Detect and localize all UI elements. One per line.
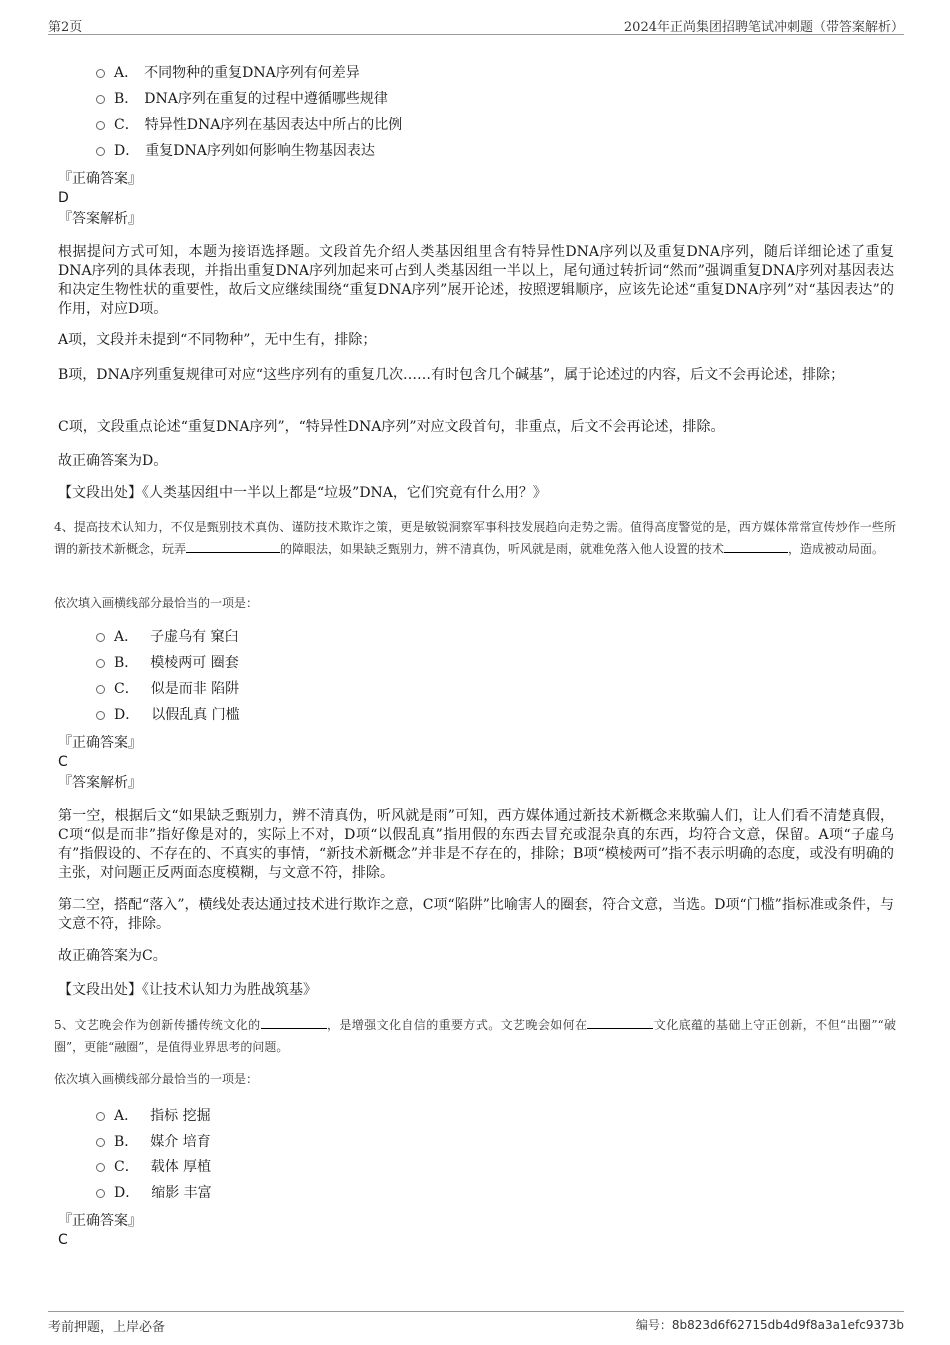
radio-icon[interactable]: [96, 121, 105, 130]
q4-instruction: 依次填入画横线部分最恰当的一项是：: [54, 596, 259, 610]
q3-source: 【文段出处】《人类基因组中一半以上都是“垃圾”DNA，它们究竟有什么用？》: [58, 485, 547, 501]
q4-option-b[interactable]: B． 模棱两可 圈套: [96, 653, 239, 673]
radio-icon[interactable]: [96, 633, 105, 642]
q5-stem: 5、文艺晚会作为创新传播传统文化的 ，是增强文化自信的重要方式。文艺晚会如何在 文化底蕴的基础上守正创新，不但“出圈”“破圈”，更能“融圈”，是值得业界思考的问题。: [54, 1018, 897, 1054]
q3-option-b[interactable]: B． DNA序列在重复的过程中遵循哪些规律: [96, 89, 388, 109]
radio-icon[interactable]: [96, 1163, 105, 1172]
document-title: 2024年正尚集团招聘笔试冲刺题（带答案解析）: [623, 20, 904, 35]
q4-analysis-first: 第一空，根据后文“如果缺乏甄别力，辨不清真伪，听风就是雨”可知，西方媒体通过新技术新概念来欺骗人们，让人们看不清楚真假，C项“似是而非”指好像是对的，实际上不对，D项“以假乱真”指用假的东西去冒充或混杂真的东西，均符合文意，保留。A项“子虚乌有”指假设的、不存在的、不真实的事情，“新技术新概念”并非是不存在的，排除；B项“模棱两可”指不表示明确的态度，或没有明确的主张，对问题正反两面态度模糊，与文意不符，排除。: [58, 808, 894, 881]
q3-analysis-label: 『答案解析』: [58, 211, 142, 227]
radio-icon[interactable]: [96, 1138, 105, 1147]
radio-icon[interactable]: [96, 1112, 105, 1121]
footer-slogan: 考前押题，上岸必备: [48, 1320, 166, 1335]
blank-line: [261, 1016, 327, 1029]
page-footer: [48, 1311, 904, 1336]
blank-line: [587, 1016, 653, 1029]
q3-option-d[interactable]: D． 重复DNA序列如何影响生物基因表达: [96, 141, 375, 161]
radio-icon[interactable]: [96, 147, 105, 156]
q3-answer-label: 『正确答案』: [58, 171, 142, 187]
q3-option-c[interactable]: C． 特异性DNA序列在基因表达中所占的比例: [96, 115, 402, 135]
q4-option-d[interactable]: D． 以假乱真 门槛: [96, 705, 240, 725]
q4-option-c[interactable]: C． 似是而非 陷阱: [96, 679, 239, 699]
q3-analysis-c: C项，文段重点论述“重复DNA序列”，“特异性DNA序列”对应文段首句，非重点，后文不会再论述，排除。: [58, 419, 725, 435]
q3-analysis-a: A项，文段并未提到“不同物种”，无中生有，排除；: [58, 332, 377, 348]
q4-source: 【文段出处】《让技术认知力为胜战筑基》: [58, 982, 317, 998]
q3-option-a[interactable]: A． 不同物种的重复DNA序列有何差异: [96, 63, 360, 83]
blank-line: [186, 540, 280, 553]
q5-option-c[interactable]: C． 载体 厚植: [96, 1157, 211, 1177]
q3-conclusion: 故正确答案为D。: [58, 453, 168, 469]
q5-option-d[interactable]: D． 缩影 丰富: [96, 1183, 212, 1203]
q4-option-a[interactable]: A． 子虚乌有 窠臼: [96, 627, 239, 647]
q4-analysis-label: 『答案解析』: [58, 775, 142, 791]
page-number: 第2页: [48, 20, 83, 35]
q3-answer: D: [58, 190, 69, 206]
q3-analysis-main: 根据提问方式可知，本题为接语选择题。文段首先介绍人类基因组里含有特异性DNA序列以及重复DNA序列，随后详细论述了重复DNA序列的具体表现，并指出重复DNA序列加起来可占到人类基因组一半以上，尾句通过转折词“然而”强调重复DNA序列对基因表达和决定生物性状的重要性，故后文应继续围绕“重复DNA序列”展开论述，按照逻辑顺序，应该先论述“重复DNA序列”对“基因表达”的作用，对应D项。: [58, 244, 894, 317]
q5-option-a[interactable]: A． 指标 挖掘: [96, 1106, 211, 1126]
q5-option-b[interactable]: B． 媒介 培育: [96, 1132, 211, 1152]
radio-icon[interactable]: [96, 659, 105, 668]
radio-icon[interactable]: [96, 95, 105, 104]
q4-stem: 4、提高技术认知力，不仅是甄别技术真伪、谨防技术欺诈之策，更是敏锐洞察军事科技发展趋向走势之需。值得高度警觉的是，西方媒体常常宣传炒作一些所谓的新技术新概念，玩弄 的障眼法，如果缺乏甄别力，辨不清真伪，听风就是雨，就难免落入他人设置的技术 ，造成被动局面。: [54, 520, 896, 556]
page-header: [48, 14, 904, 35]
document-code: 编号：8b823d6f62715db4d9f8a3a1efc9373b: [635, 1318, 904, 1332]
q4-answer: C: [58, 754, 68, 770]
radio-icon[interactable]: [96, 685, 105, 694]
q5-answer: C: [58, 1232, 68, 1248]
q5-instruction: 依次填入画横线部分最恰当的一项是：: [54, 1072, 259, 1086]
q4-answer-label: 『正确答案』: [58, 735, 142, 751]
radio-icon[interactable]: [96, 1189, 105, 1198]
radio-icon[interactable]: [96, 711, 105, 720]
blank-line: [724, 540, 788, 553]
q3-analysis-b: B项，DNA序列重复规律可对应“这些序列有的重复几次……有时包含几个碱基”，属于论述过的内容，后文不会再论述，排除；: [58, 367, 845, 383]
q5-answer-label: 『正确答案』: [58, 1213, 142, 1229]
q4-conclusion: 故正确答案为C。: [58, 948, 167, 964]
radio-icon[interactable]: [96, 69, 105, 78]
q4-analysis-second: 第二空，搭配“落入”，横线处表达通过技术进行欺诈之意，C项“陷阱”比喻害人的圈套，符合文意，当选。D项“门槛”指标准或条件，与文意不符，排除。: [58, 897, 894, 932]
